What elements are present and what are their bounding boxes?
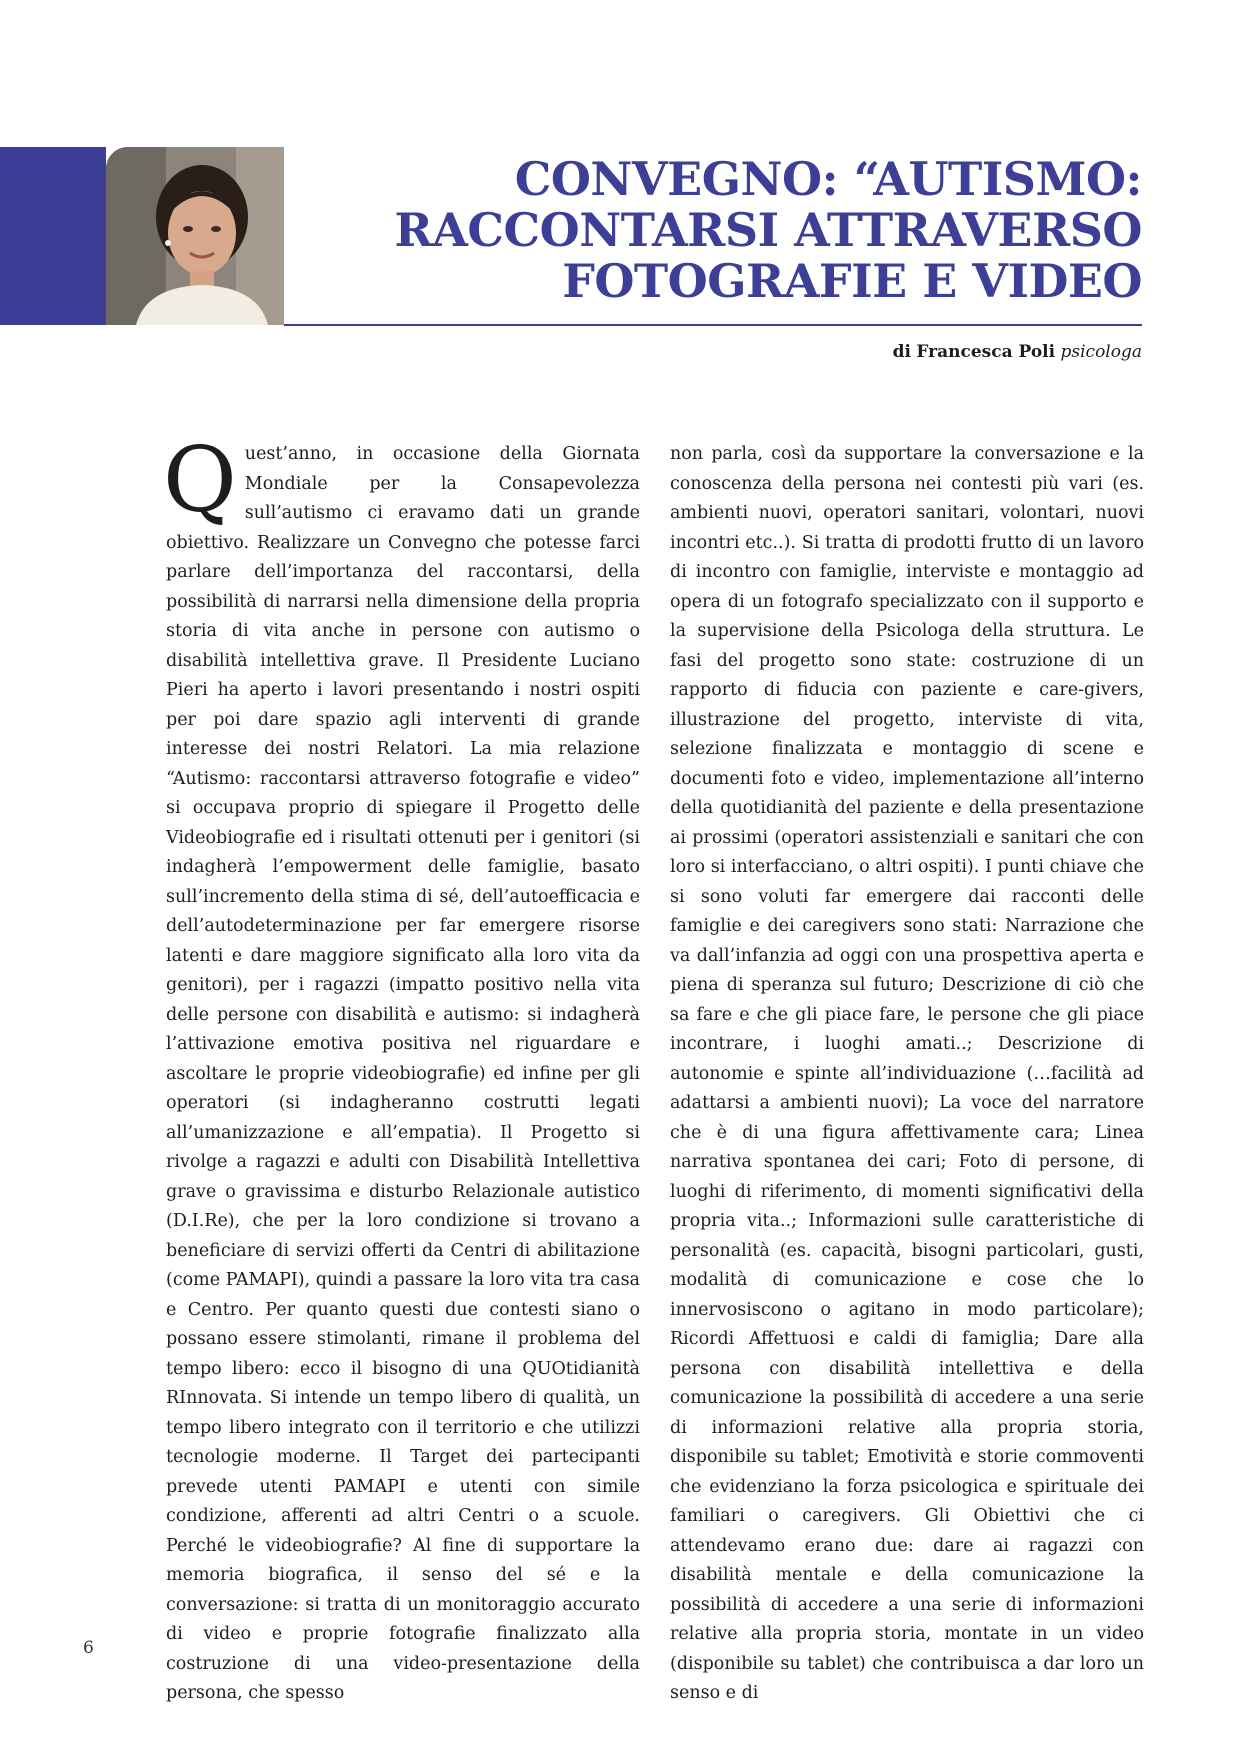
header-color-band [0,147,106,325]
article-text-left: uest’anno, in occasione della Giornata Mondiale per la Consapevolezza sull’autismo ci eravamo dati un grande obiettivo. Realizzare un Convegno che potesse farci parlare dell’importanza del raccontarsi, della possibilità di narrarsi nella dimensione della propria storia di vita anche in persone con autismo o disabilità intellettiva grave. Il Presidente Luciano Pieri ha aperto i lavori presentando i nostri ospiti per poi dare spazio agli interventi di grande interesse dei nostri Relatori. La mia relazione “Autismo: raccontarsi attraverso fotografie e video” si occupava proprio di spiegare il Progetto delle Videobiografie ed i risultati ottenuti per i genitori (si indagherà l’empowerment delle famiglie, basato sull’incremento della stima di sé, dell’autoefficacia e dell’autodeterminazione per far emergere risorse latenti e dare maggiore significato alla loro vita da genitori), per i ragazzi (impatto positivo nella vita delle persone con disabilità e autismo: si indagherà l’attivazione emotiva positiva nel riguardare e ascoltare le proprie videobiografie) ed infine per gli operatori (si indagheranno costrutti legati all’umanizzazione e all’empatia). Il Progetto si rivolge a ragazzi e adulti con Disabilità Intellettiva grave o gravissima e disturbo Relazionale autistico (D.I.Re), che per la loro condizione si trovano a beneficiare di servizi offerti da Centri di abilitazione (come PAMAPI), quindi a passare la loro vita tra casa e Centro. Per quanto questi due contesti siano o possano essere stimolanti, rimane il problema del tempo libero: ecco il bisogno di una QUOtidianità RInnovata. Si intende un tempo libero di qualità, un tempo libero integrato con il territorio e che utilizzi tecnologie moderne. Il Target dei partecipanti prevede utenti PAMAPI e utenti con simile condizione, afferenti ad altri Centri o a scuole. Perché le videobiografie? Al fine di supportare la memoria biografica, il senso del sé e la conversazione: si tratta di un monitoraggio accurato di video e proprie fotografie finalizzato alla costruzione di una video-presentazione della persona, che spesso [166,444,640,1703]
article-title-line: FOTOGRAFIE E VIDEO [562,254,1142,308]
article-title-line: RACCONTARSI ATTRAVERSO [394,203,1142,257]
article-column-right [670,440,1144,1709]
author-portrait-image [106,147,284,325]
article-body-left [163,428,640,1709]
drop-cap: Q [163,428,237,533]
author-name: Francesca Poli [916,342,1056,362]
byline [893,342,1142,362]
byline-prefix: di [892,342,911,362]
header-rule [284,324,1142,326]
article-column-left [163,428,640,1709]
article-text-right: non parla, così da supportare la conversazione e la conoscenza della persona nei contesti più vari (es. ambienti nuovi, operatori sanitari, volontari, nuovi incontri etc..). Si tratta di prodotti frutto di un lavoro di incontro con famiglie, interviste e montaggio ad opera di un fotografo specializzato con il supporto e la supervisione della Psicologa della struttura. Le fasi del progetto sono state: costruzione di un rapporto di fiducia con paziente e care-givers, illustrazione del progetto, interviste di vita, selezione finalizzata e montaggio di scene e documenti foto e video, implementazione all’interno della quotidianità del paziente e della presentazione ai prossimi (operatori assistenziali e sanitari che con loro si interfacciano, o altri ospiti). I punti chiave che si sono voluti far emergere dai racconti delle famiglie e dei caregivers sono stati: Narrazione che va dall’infanzia ad oggi con una prospettiva aperta e piena di speranza sul futuro; Descrizione di ciò che sa fare e che gli piace fare, le persone che gli piace incontrare, i luoghi amati..; Descrizione di autonomie e spinte all’individuazione (…facilità ad adattarsi a ambienti nuovi); La voce del narratore che è di una figura affettivamente cara; Linea narrativa spontanea dei cari; Foto di persone, di luoghi di riferimento, di momenti significativi della propria vita..; Informazioni sulle caratteristiche di personalità (es. capacità, bisogni particolari, gusti, modalità di comunicazione e cose che lo innervosiscono o agitano in modo particolare); Ricordi Affettuosi e caldi di famiglia; Dare alla persona con disabilità intellettiva e della comunicazione la possibilità di accedere a una serie di informazioni relative alla propria storia, disponibile su tablet; Emotività e storie commoventi che evidenziano la forza psicologica e spirituale dei familiari o caregivers. Gli Obiettivi che ci attendevamo erano due: dare ai ragazzi con disabilità mentale e della comunicazione la possibilità di accedere a una serie di informazioni relative alla propria storia, montate in un video (disponibile su tablet) che contribuisca a dar loro un senso e di [670,444,1144,1703]
article-title [282,154,1142,307]
author-role: psicologa [1060,342,1142,362]
page-number: 6 [83,1638,94,1658]
article-title-line: CONVEGNO: “AUTISMO: [514,152,1142,206]
author-photo [106,147,284,325]
